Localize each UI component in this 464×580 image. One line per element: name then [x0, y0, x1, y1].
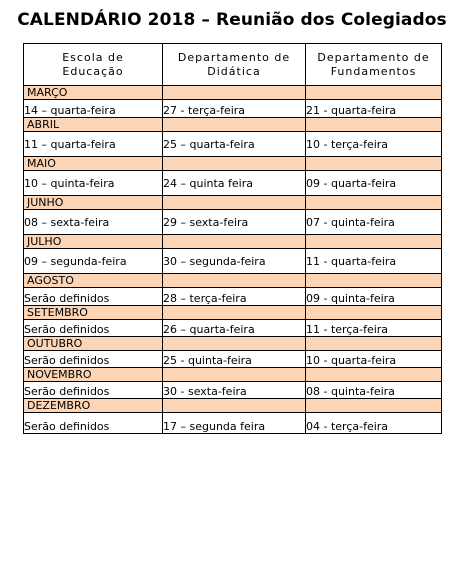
meeting-date-cell: 30 - sexta-feira — [163, 382, 306, 399]
meeting-date-cell: 09 - quarta-feira — [306, 171, 442, 196]
month-header-row — [24, 306, 442, 320]
column-header-line: Departamento de — [177, 50, 291, 64]
month-header-empty-cell — [306, 157, 442, 171]
meeting-date-cell: Serão definidos — [24, 351, 163, 368]
meeting-date-cell: 09 - quinta-feira — [306, 288, 442, 306]
meeting-date-cell: 28 – terça-feira — [163, 288, 306, 306]
meeting-date-cell: 08 – sexta-feira — [24, 210, 163, 235]
month-header-row — [24, 118, 442, 132]
month-header-empty-cell — [163, 118, 306, 132]
month-label: JUNHO — [24, 196, 163, 210]
meeting-date-row — [24, 100, 442, 118]
month-label: DEZEMBRO — [24, 399, 163, 413]
column-header-fundamentos — [306, 44, 442, 86]
meeting-date-cell: 04 - terça-feira — [306, 413, 442, 434]
meeting-date-cell: 17 – segunda feira — [163, 413, 306, 434]
month-header-empty-cell — [163, 235, 306, 249]
column-header-escola — [24, 44, 163, 86]
table-header-row — [24, 44, 442, 86]
meeting-date-cell: 26 – quarta-feira — [163, 320, 306, 337]
month-header-row — [24, 274, 442, 288]
month-label: AGOSTO — [24, 274, 163, 288]
meeting-date-row — [24, 132, 442, 157]
page-title: CALENDÁRIO 2018 – Reunião dos Colegiados — [17, 10, 447, 30]
column-header-line: Fundamentos — [330, 64, 417, 78]
month-header-empty-cell — [306, 274, 442, 288]
month-header-empty-cell — [306, 118, 442, 132]
month-header-row — [24, 86, 442, 100]
month-header-row — [24, 196, 442, 210]
month-header-empty-cell — [163, 399, 306, 413]
meeting-date-row — [24, 249, 442, 274]
meeting-date-cell: 30 – segunda-feira — [163, 249, 306, 274]
month-label: NOVEMBRO — [24, 368, 163, 382]
month-header-row — [24, 337, 442, 351]
calendar-body — [24, 86, 442, 434]
meeting-date-cell: Serão definidos — [24, 288, 163, 306]
month-label: OUTUBRO — [24, 337, 163, 351]
meeting-date-cell: Serão definidos — [24, 382, 163, 399]
month-header-empty-cell — [163, 306, 306, 320]
month-header-empty-cell — [163, 86, 306, 100]
meeting-date-cell: 07 - quinta-feira — [306, 210, 442, 235]
month-label: SETEMBRO — [24, 306, 163, 320]
month-header-row — [24, 368, 442, 382]
meeting-date-cell: Serão definidos — [24, 413, 163, 434]
meeting-date-cell: 08 - quinta-feira — [306, 382, 442, 399]
meeting-date-cell: 29 – sexta-feira — [163, 210, 306, 235]
column-header-line: Departamento de — [317, 50, 430, 64]
month-header-empty-cell — [163, 196, 306, 210]
meeting-date-row — [24, 210, 442, 235]
column-header-line: Escola de — [62, 50, 124, 64]
meeting-date-cell: 24 – quinta feira — [163, 171, 306, 196]
month-header-empty-cell — [306, 196, 442, 210]
month-header-row — [24, 235, 442, 249]
month-header-empty-cell — [163, 274, 306, 288]
meeting-date-cell: 09 – segunda-feira — [24, 249, 163, 274]
month-header-empty-cell — [163, 368, 306, 382]
meeting-date-cell: 10 - terça-feira — [306, 132, 442, 157]
meeting-date-row — [24, 382, 442, 399]
meeting-date-row — [24, 171, 442, 196]
meeting-date-row — [24, 288, 442, 306]
meeting-date-cell: 11 - terça-feira — [306, 320, 442, 337]
meeting-date-cell: 14 – quarta-feira — [24, 100, 163, 118]
calendar-table — [23, 43, 442, 434]
meeting-date-row — [24, 351, 442, 368]
meeting-date-row — [24, 320, 442, 337]
month-header-empty-cell — [306, 235, 442, 249]
meeting-date-cell: 10 - quarta-feira — [306, 351, 442, 368]
month-header-empty-cell — [306, 399, 442, 413]
meeting-date-cell: 11 – quarta-feira — [24, 132, 163, 157]
meeting-date-row — [24, 413, 442, 434]
meeting-date-cell: 25 - quinta-feira — [163, 351, 306, 368]
month-header-row — [24, 399, 442, 413]
month-header-empty-cell — [306, 337, 442, 351]
month-header-empty-cell — [163, 157, 306, 171]
column-header-didatica — [163, 44, 306, 86]
meeting-date-cell: Serão definidos — [24, 320, 163, 337]
month-header-empty-cell — [306, 368, 442, 382]
meeting-date-cell: 27 - terça-feira — [163, 100, 306, 118]
month-header-empty-cell — [163, 337, 306, 351]
meeting-date-cell: 25 – quarta-feira — [163, 132, 306, 157]
month-header-empty-cell — [306, 86, 442, 100]
month-label: MARÇO — [24, 86, 163, 100]
month-header-empty-cell — [306, 306, 442, 320]
month-label: ABRIL — [24, 118, 163, 132]
meeting-date-cell: 11 - quarta-feira — [306, 249, 442, 274]
month-label: MAIO — [24, 157, 163, 171]
month-header-row — [24, 157, 442, 171]
column-header-line: Didática — [207, 64, 261, 78]
column-header-line: Educação — [62, 64, 124, 78]
meeting-date-cell: 21 - quarta-feira — [306, 100, 442, 118]
month-label: JULHO — [24, 235, 163, 249]
meeting-date-cell: 10 – quinta-feira — [24, 171, 163, 196]
